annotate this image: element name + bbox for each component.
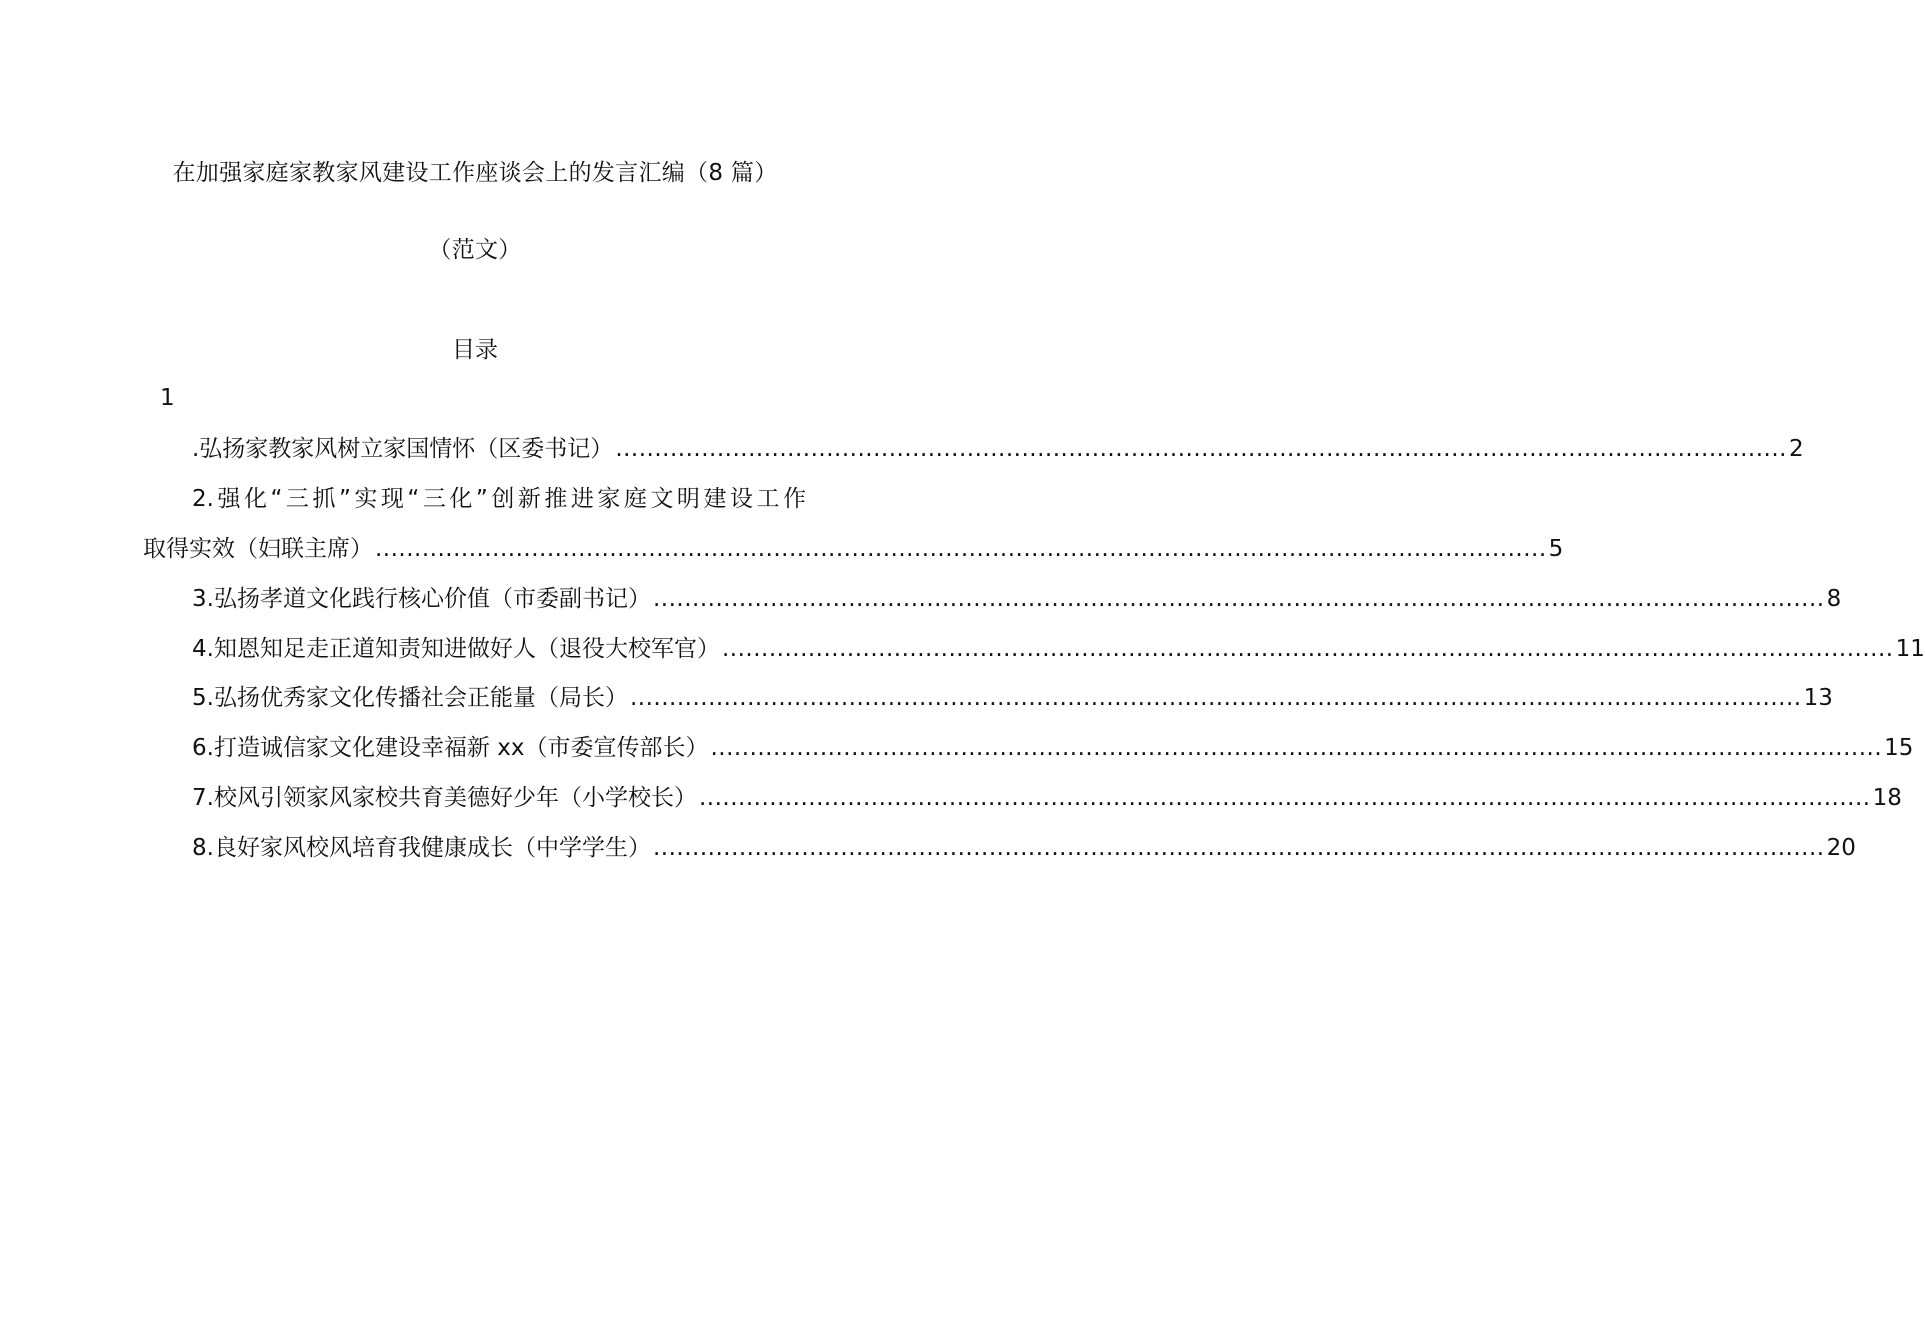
toc-entry-page: 5	[1548, 536, 1564, 562]
toc-entry-page: 8	[1826, 586, 1842, 612]
toc-entry[interactable]	[192, 584, 1842, 614]
toc-number: 1	[160, 385, 175, 411]
toc-entry-page: 15	[1884, 735, 1914, 761]
toc-leader: ......................................................................................................................................................	[629, 685, 1802, 711]
toc-entry[interactable]	[192, 683, 1833, 713]
toc-entry-label: .弘扬家教家风树立家国情怀（区委书记）	[192, 436, 614, 462]
toc-leader: ......................................................................................................................................................	[615, 436, 1787, 462]
toc-leader: ......................................................................................................................................................	[652, 835, 1825, 861]
toc-entry-page: 13	[1803, 685, 1833, 711]
toc-entry-page: 18	[1872, 785, 1902, 811]
toc-leader: ......................................................................................................................................................	[721, 636, 1894, 662]
toc-entry[interactable]	[192, 733, 1914, 763]
toc-entry-page: 11	[1895, 636, 1925, 662]
toc-heading: 目录	[452, 337, 498, 363]
toc-entry-label: 8.良好家风校风培育我健康成长（中学学生）	[192, 835, 651, 861]
toc-entry-label: 4.知恩知足走正道知责知进做好人（退役大校军官）	[192, 636, 720, 662]
toc-entry-page: 20	[1826, 835, 1856, 861]
toc-entry-line1[interactable]: 2.强化“三抓”实现“三化”创新推进家庭文明建设工作	[192, 486, 806, 512]
toc-entry[interactable]	[192, 783, 1902, 813]
toc-entry[interactable]	[192, 833, 1856, 863]
toc-entry[interactable]	[192, 634, 1925, 664]
toc-entry[interactable]	[143, 534, 1564, 564]
toc-entry-label: 6.打造诚信家文化建设幸福新 xx（市委宣传部长）	[192, 735, 709, 761]
toc-entry-label: 7.校风引领家风家校共育美德好少年（小学校长）	[192, 785, 697, 811]
toc-leader: ......................................................................................................................................................	[375, 536, 1547, 562]
toc-entry-label: 5.弘扬优秀家文化传播社会正能量（局长）	[192, 685, 628, 711]
toc-entry[interactable]	[192, 434, 1804, 464]
toc-entry-label: 3.弘扬孝道文化践行核心价值（市委副书记）	[192, 586, 651, 612]
toc-entry-page: 2	[1788, 436, 1804, 462]
document-subtitle: （范文）	[428, 237, 522, 263]
document-title: 在加强家庭家教家风建设工作座谈会上的发言汇编（8 篇）	[172, 160, 778, 186]
toc-entry-label: 取得实效（妇联主席）	[143, 536, 373, 562]
toc-leader: ......................................................................................................................................................	[710, 735, 1883, 761]
toc-leader: ......................................................................................................................................................	[698, 785, 1871, 811]
toc-leader: ......................................................................................................................................................	[652, 586, 1825, 612]
